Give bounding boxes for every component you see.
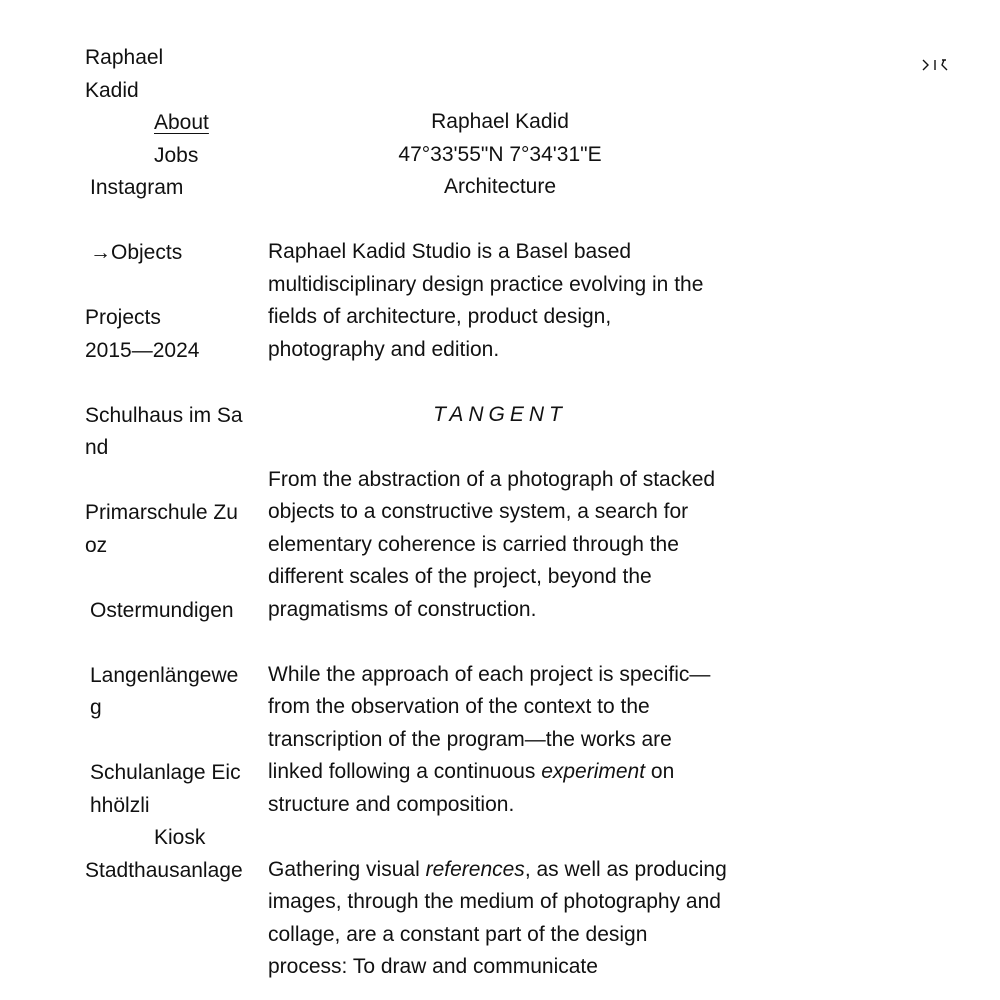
logo-line-2: Kadid: [85, 78, 139, 102]
studio-name: Raphael Kadid: [431, 110, 569, 133]
paragraph-1: From the abstraction of a photograph of stacked objects to a constructive system, a search for elementary coherence is carried through the different scales of the project, beyond the pragmatisms of construction.: [268, 467, 716, 621]
logo-line-1: Raphael: [85, 46, 164, 69]
paragraph-2: [268, 659, 732, 822]
main-content: [268, 106, 732, 984]
paragraph-2-text-a: While the approach of each project is specific—from the observation of the context to the transcription of the program—the works are linked following a continuous: [268, 662, 711, 783]
site-logo[interactable]: [85, 42, 245, 107]
studio-discipline: Architecture: [443, 175, 557, 198]
project-link-langenlaengeweg[interactable]: Langenlängeweg: [90, 663, 239, 719]
projects-heading-line-2: 2015—2024: [85, 338, 200, 362]
paragraph-3-emphasis: references: [425, 857, 525, 881]
project-link-stadthausanlage[interactable]: Stadthausanlage: [85, 858, 243, 882]
paragraph-2-text-b: on structure and composition.: [268, 760, 675, 816]
project-link-kiosk[interactable]: Kiosk: [154, 826, 206, 849]
paragraph-3-text-b: , as well as producing images, through the medium of photography and collage, are a constant part of the design process: To draw and communicate: [268, 857, 727, 978]
intro-paragraph: Raphael Kadid Studio is a Basel based multidisciplinary design practice evolving in the fields of architecture, product design, photography and edition.: [268, 240, 704, 361]
logo-mark-icon[interactable]: [919, 56, 951, 76]
projects-heading-line-1: Projects: [85, 306, 161, 329]
project-link-ostermundigen[interactable]: Ostermundigen: [90, 598, 234, 622]
nav-objects-link[interactable]: [85, 237, 245, 270]
paragraph-3: [268, 854, 732, 984]
project-link-primarschule-zuoz[interactable]: Primarschule Zuoz: [85, 501, 238, 557]
projects-heading: [85, 302, 245, 367]
project-link-schulanlage-eichhoelzli[interactable]: Schulanlage Eichhölzli: [90, 761, 241, 817]
tangent-heading: TANGENT: [433, 402, 567, 426]
nav-objects-label: Objects: [111, 241, 183, 264]
paragraph-3-text-a: Gathering visual: [268, 857, 426, 881]
sidebar-nav: [85, 42, 245, 887]
studio-coordinates: 47°33'55"N 7°34'31"E: [398, 142, 602, 166]
nav-about-link[interactable]: About: [154, 111, 209, 134]
project-link-schulhaus-im-sand[interactable]: Schulhaus im Sand: [85, 403, 243, 459]
paragraph-2-emphasis: experiment: [541, 760, 646, 783]
nav-instagram-link[interactable]: Instagram: [90, 176, 184, 199]
nav-jobs-link[interactable]: Jobs: [154, 143, 199, 167]
arrow-right-icon: →: [90, 241, 111, 264]
